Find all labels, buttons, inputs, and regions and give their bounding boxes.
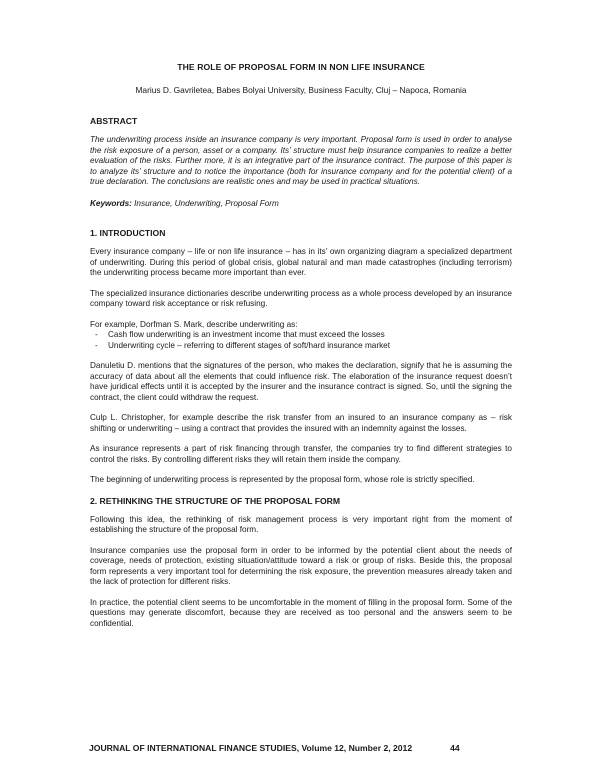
paragraph: Culp L. Christopher, for example describe the risk transfer from an insured to an insurance company as – risk shifting or underwriting – using a contract that provides the insured with an indemnity against the losses.: [90, 413, 512, 433]
paper-title: THE ROLE OF PROPOSAL FORM IN NON LIFE INSURANCE: [177, 62, 425, 72]
paragraph: Danuletiu D. mentions that the signatures of the person, who makes the declaration, signify that he is assuming the accuracy of data about all the elements that could influence risk. The elaboration of the insurance request doesn’t have juridical effects until it is accepted by the insurer and the insurance contract is signed. So, until the signing the contract, the client could withdraw the request.: [90, 361, 512, 402]
list-marker: -: [95, 340, 98, 350]
list-item-text: Cash flow underwriting is an investment income that must exceed the losses: [108, 330, 385, 339]
keywords-label: Keywords:: [90, 198, 132, 208]
list-item: [90, 341, 512, 352]
abstract-text: The underwriting process inside an insurance company is very important. Proposal form is used in order to analyse the risk exposure of a person, asset or a company. Its’ structure must help insurance companies to realize a better evaluation of the risks. Further more, it is an integrative part of the insurance contract. The purpose of this paper is to analyze its’ structure and to notice the importance (both for insurance company and for the potential client) of a true declaration. The conclusions are realistic ones and may be used in practical situations.: [90, 135, 512, 186]
section-2-heading: 2. RETHINKING THE STRUCTURE OF THE PROPOSAL FORM: [90, 495, 341, 506]
abstract-heading: ABSTRACT: [90, 116, 138, 126]
journal-citation: JOURNAL OF INTERNATIONAL FINANCE STUDIES, Volume 12, Number 2, 2012: [89, 743, 413, 753]
section-1-heading: 1. INTRODUCTION: [90, 228, 166, 238]
page-footer: [89, 743, 460, 753]
keywords-text: Insurance, Underwriting, Proposal Form: [134, 198, 279, 208]
paragraph: Following this idea, the rethinking of risk management process is very important right from the moment of establishing the structure of the proposal form.: [90, 514, 512, 534]
paragraph: As insurance represents a part of risk financing through transfer, the companies try to find different strategies to control the risks. By controlling different risks they will retain them inside the company.: [90, 444, 512, 464]
definition-list: [90, 330, 512, 351]
paragraph: Insurance companies use the proposal form in order to be informed by the potential client about the needs of coverage, needs of protection, existing situation/attitude toward a risk or group of risks. Beside this, the proposal form represents a very important tool for determining the risk exposure, the prevention measures already taken and the lack of protection for different risks.: [90, 545, 512, 586]
paragraph: The beginning of underwriting process is represented by the proposal form, whose role is strictly specified.: [90, 475, 475, 484]
page-number: 44: [450, 743, 460, 753]
paragraph: Every insurance company – life or non life insurance – has in its’ own organizing diagram a specialized department of underwriting. During this period of global crisis, global natural and man made catastrophes (including terrorism) the underwriting process became more important than ever.: [90, 247, 512, 277]
list-item: [90, 330, 512, 341]
keywords-line: [90, 199, 512, 210]
list-item-text: Underwriting cycle – referring to different stages of soft/hard insurance market: [108, 340, 390, 350]
author-line: Marius D. Gavriletea, Babes Bolyai University, Business Faculty, Cluj – Napoca, Romania: [135, 85, 467, 95]
paragraph: For example, Dorfman S. Mark, describe underwriting as:: [90, 319, 298, 329]
list-marker: -: [95, 330, 98, 339]
paragraph: The specialized insurance dictionaries describe underwriting process as a whole process developed by an insurance company toward risk acceptance or risk refusing.: [90, 288, 512, 308]
paper-page: [90, 62, 512, 639]
paragraph: In practice, the potential client seems to be uncomfortable in the moment of filling in the proposal form. Some of the questions may generate discomfort, because they are received as too personal and the answers seem to be confidential.: [90, 597, 512, 628]
